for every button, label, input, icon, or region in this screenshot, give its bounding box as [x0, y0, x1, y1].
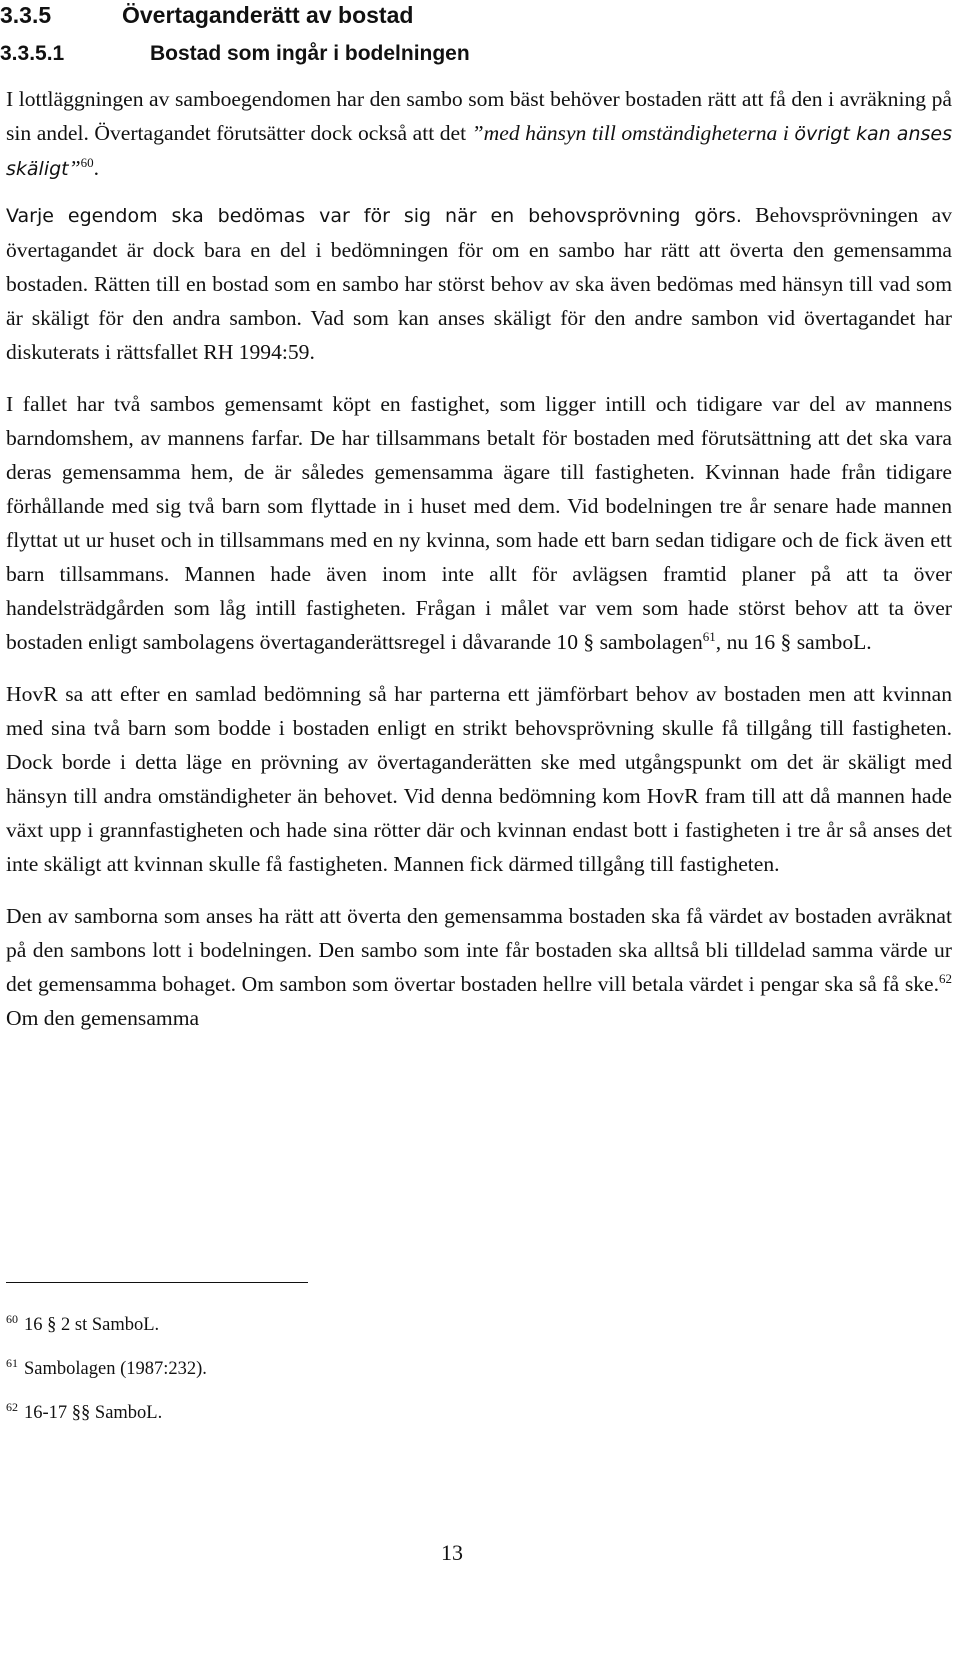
footnote: [6, 1400, 162, 1426]
section-title: Övertaganderätt av bostad: [122, 2, 414, 28]
paragraph-text: Om den gemensamma: [6, 1006, 200, 1030]
footnote-separator: [6, 1282, 308, 1283]
paragraph-text: I fallet har två sambos gemensamt köpt en fastighet, som ligger intill och tidigare var del av mannens barndomshem, av mannens farfar. De har tillsammans betalt för bostaden med förutsättning att det ska vara deras gemensamma hem, de är således gemensamma ägare till fastigheten. Kvinnan hade från tidigare förhållande med sig två barn som flyttade in i huset med dem. Vid bodelningen tre år senare hade mannen flyttat ut ur huset och in tillsammans med en ny kvinna, som hade ett barn sedan tidigare och de fick även ett barn tillsammans. Mannen hade även inom inte allt för avlägsen framtid planer på att ta över handelsträdgården som låg intill fastigheten. Frågan i målet var vem som hade störst behov att ta över bostaden enligt sambolagens övertaganderättsregel i dåvarande 10 § sambolagen: [6, 392, 952, 654]
subsection-heading: [0, 40, 470, 68]
page-number: 13: [441, 1540, 463, 1565]
quoted-text: med hänsyn till omständigheterna i: [483, 121, 795, 145]
paragraph-text: HovR sa att efter en samlad bedömning så har parterna ett jämförbart behov av bostaden men att kvinnan med sina två barn som bodde i bostaden enligt en strikt behovsprövning skulle få tillgång till fastigheten. Dock borde i detta läge en prövning av övertaganderätten ske med utgångspunkt om det är skäligt med hänsyn till andra omständigheter än behovet. Vid denna bedömning kom HovR fram till att då mannen hade växt upp i grannfastigheten och hade sina rötter där och kvinnan endast bott i fastigheten i tre år så anses det inte skäligt att kvinnan skulle få fastigheten. Mannen fick därmed tillgång till fastigheten.: [6, 682, 952, 876]
footnote-number: 60: [6, 1312, 18, 1326]
footnote-number: 61: [6, 1356, 18, 1370]
footnote-ref[interactable]: 61: [702, 629, 716, 644]
footnote: [6, 1312, 159, 1338]
paragraph-text: I lottläggningen av samboegendomen har den sambo som bäst behöver bostaden rätt att få den i avräkning på sin andel. Övertagandet förutsätter dock också att det: [6, 87, 952, 145]
paragraph-text: , nu 16 § samboL.: [715, 630, 872, 654]
section-number: 3.3.5: [0, 2, 52, 28]
quote-mark: ”: [471, 121, 484, 145]
subsection-number: 3.3.5.1: [0, 42, 65, 65]
paragraph-text: Varje egendom ska bedömas var för sig när en behovsprövning görs.: [6, 205, 742, 227]
footnote-ref[interactable]: 60: [80, 155, 94, 170]
paragraph-3: [6, 387, 952, 659]
quoted-text: övrigt kan anses skäligt: [6, 123, 952, 180]
quote-mark: ”: [68, 156, 81, 180]
paragraph-2: [6, 198, 952, 369]
section-heading: [0, 0, 413, 30]
footnote-ref[interactable]: 62: [939, 971, 952, 986]
footnote-text: Sambolagen (1987:232).: [24, 1359, 207, 1379]
footnote-text: 16-17 §§ SamboL.: [24, 1403, 163, 1423]
footnote: [6, 1356, 207, 1382]
footnote-text: 16 § 2 st SamboL.: [24, 1315, 160, 1335]
body-text: [6, 82, 952, 1053]
paragraph-text: Den av samborna som anses ha rätt att överta den gemensamma bostaden ska få värdet av bostaden avräknat på den sambons lott i bodelningen. Den sambo som inte får bostaden ska alltså bli tilldelad samma värde ur det gemensamma bohaget. Om sambon som övertar bostaden hellre vill betala värdet i pengar ska så få ske.: [6, 904, 952, 996]
paragraph-1: [6, 82, 952, 186]
footnote-number: 62: [6, 1400, 18, 1414]
paragraph-text: .: [93, 156, 100, 180]
paragraph-5: [6, 899, 952, 1035]
subsection-title: Bostad som ingår i bodelningen: [150, 42, 470, 65]
paragraph-text: Behovsprövningen av övertagandet är dock bara en del i bedömningen för om en sambo har rätt att överta den gemensamma bostaden. Rätten till en bostad som en sambo har störst behov av ska även bedömas med hänsyn till vad som är skäligt för den andra sambon. Vad som kan anses skäligt för den andre sambon vid övertagandet har diskuterats i rättsfallet RH 1994:59.: [6, 203, 952, 364]
paragraph-4: [6, 677, 952, 881]
